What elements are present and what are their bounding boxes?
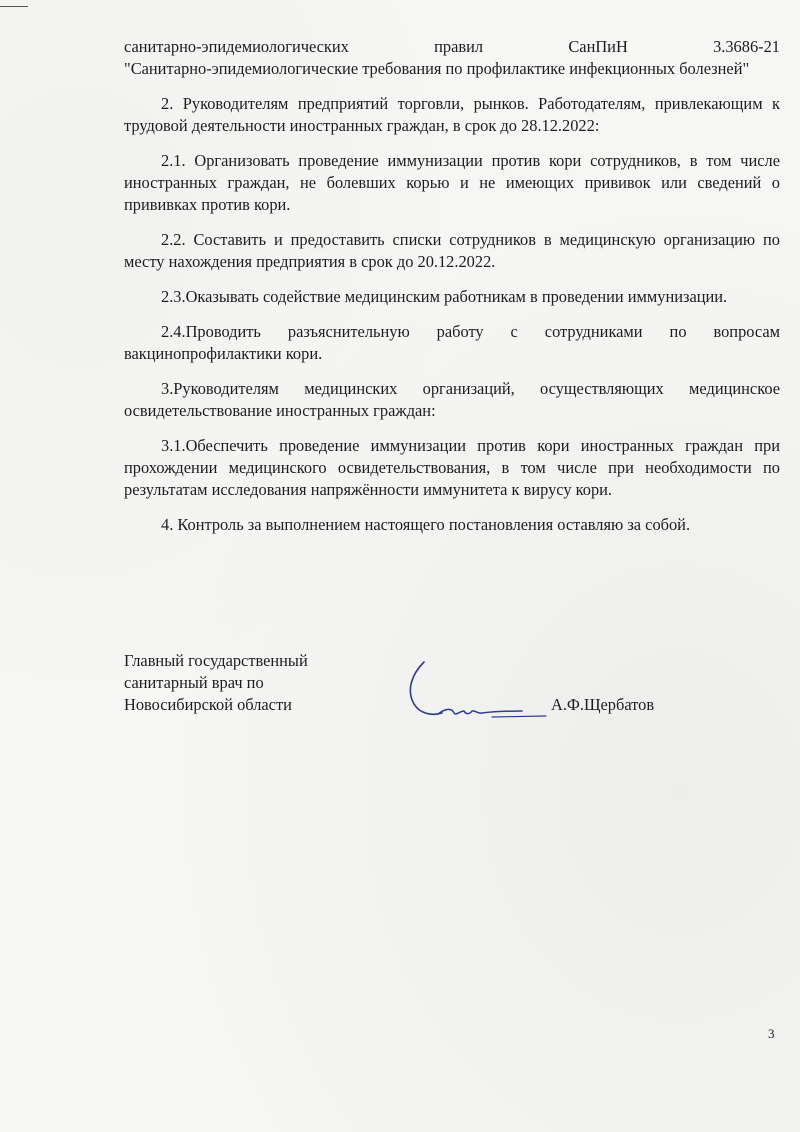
signatory-title-line: санитарный врач по: [124, 673, 264, 692]
signatory-title-line: Главный государственный: [124, 651, 308, 670]
document-body: [124, 36, 780, 549]
lead-continuation: "Санитарно-эпидемиологические требования по профилактике инфекционных болезней": [124, 59, 750, 78]
page-number: 3: [768, 1026, 775, 1041]
scan-edge-mark: [0, 6, 28, 7]
signatory-title: [124, 650, 308, 716]
handwritten-signature: [398, 656, 548, 726]
paragraph-4: 4. Контроль за выполнением настоящего постановления оставляю за собой.: [161, 515, 691, 534]
paragraph-2-2: 2.2. Составить и предоставить списки сотрудников в медицинскую организацию по месту нахождения предприятия в срок до 20.12.2022.: [124, 230, 780, 271]
paragraph-2-1: 2.1. Организовать проведение иммунизации против кори сотрудников, в том числе иностранных граждан, не болевших корью и не имеющих прививок или сведений о прививках против кори.: [124, 151, 780, 214]
signatory-name: А.Ф.Щербатов: [551, 695, 655, 714]
paragraph-2: 2. Руководителям предприятий торговли, рынков. Работодателям, привлекающим к трудовой деятельности иностранных граждан, в срок до 28.12.2022:: [124, 94, 780, 135]
paragraph-3: 3.Руководителям медицинских организаций, осуществляющих медицинское освидетельствование иностранных граждан:: [124, 379, 780, 420]
paragraph-2-4: 2.4.Проводить разъяснительную работу с сотрудниками по вопросам вакцинопрофилактики кори.: [124, 322, 780, 363]
signatory-title-line: Новосибирской области: [124, 695, 292, 714]
lead-line: санитарно-эпидемиологических правил СанПиН 3.3686-21: [124, 37, 780, 56]
paragraph-2-3: 2.3.Оказывать содействие медицинским работникам в проведении иммунизации.: [161, 287, 728, 306]
paragraph-3-1: 3.1.Обеспечить проведение иммунизации против кори иностранных граждан при прохождении медицинского освидетельствования, в том числе при необходимости по результатам исследования напряжённости иммунитета к вирусу кори.: [124, 436, 780, 499]
